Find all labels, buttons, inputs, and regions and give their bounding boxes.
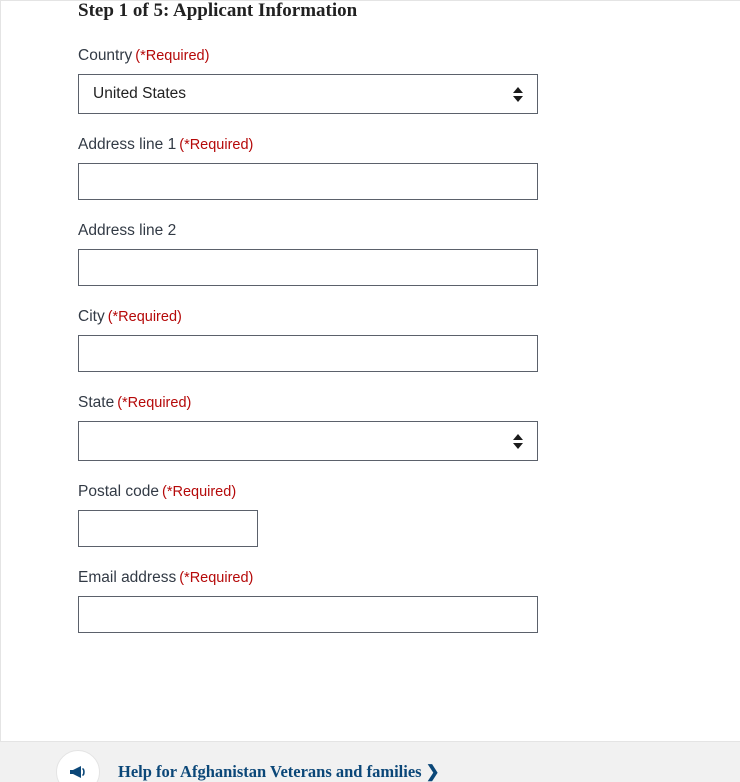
megaphone-icon (56, 750, 100, 782)
city-label-text: City (78, 308, 105, 325)
email-label (78, 569, 678, 587)
city-input[interactable] (78, 335, 538, 372)
address2-input[interactable] (78, 249, 538, 286)
country-required-marker: (*Required) (135, 48, 210, 64)
postal-code-input[interactable] (78, 510, 258, 547)
site-notification-banner (0, 741, 740, 782)
applicant-information-form (78, 0, 678, 633)
country-select[interactable]: United States (78, 74, 538, 114)
email-field[interactable] (78, 596, 538, 633)
city-label (78, 308, 678, 326)
address2-label (78, 222, 678, 240)
field-email-address (78, 569, 678, 633)
banner-link[interactable]: Help for Afghanistan Veterans and families ❯ (118, 762, 440, 781)
field-address-line-2 (78, 222, 678, 286)
country-label-text: Country (78, 47, 133, 64)
address1-input[interactable] (78, 163, 538, 200)
email-label-text: Email address (78, 569, 177, 586)
banner-content (56, 750, 440, 782)
field-country (78, 47, 678, 114)
state-select[interactable] (78, 421, 538, 461)
state-required-marker: (*Required) (117, 395, 192, 411)
country-label (78, 47, 678, 65)
address1-label-text: Address line 1 (78, 136, 177, 153)
postal-code-required-marker: (*Required) (162, 484, 237, 500)
field-postal-code (78, 483, 678, 547)
state-select-wrapper[interactable] (78, 421, 538, 461)
postal-code-label-text: Postal code (78, 483, 159, 500)
state-label-text: State (78, 394, 115, 411)
page-title: Step 1 of 5: Applicant Information (78, 0, 358, 21)
left-divider (0, 0, 1, 742)
address1-required-marker: (*Required) (179, 137, 254, 153)
address1-label (78, 136, 678, 154)
field-city (78, 308, 678, 372)
city-required-marker: (*Required) (107, 309, 182, 325)
postal-code-label (78, 483, 678, 501)
country-select-wrapper[interactable] (78, 74, 538, 114)
address2-label-text: Address line 2 (78, 222, 177, 239)
field-state (78, 394, 678, 461)
email-required-marker: (*Required) (179, 570, 254, 586)
state-label (78, 394, 678, 412)
field-address-line-1 (78, 136, 678, 200)
